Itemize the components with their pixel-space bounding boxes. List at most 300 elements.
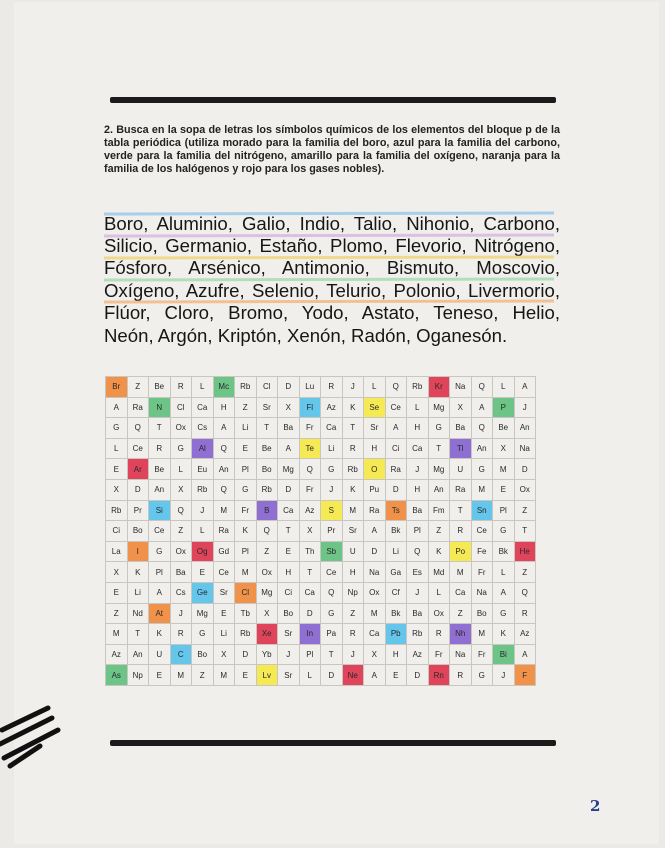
grid-cell: Cl	[256, 377, 278, 398]
grid-cell: Pl	[493, 500, 515, 521]
grid-cell: X	[278, 397, 300, 418]
grid-cell: G	[192, 624, 214, 645]
grid-cell: Ba	[278, 418, 300, 439]
grid-cell: Np	[342, 582, 364, 603]
grid-cell: J	[407, 582, 429, 603]
grid-cell: G	[493, 521, 515, 542]
grid-cell: La	[106, 541, 128, 562]
grid-cell: S	[321, 500, 343, 521]
grid-cell: D	[385, 479, 407, 500]
grid-cell: H	[342, 562, 364, 583]
grid-cell: R	[514, 603, 536, 624]
grid-cell: M	[106, 624, 128, 645]
grid-row	[106, 541, 536, 562]
grid-cell: T	[450, 500, 472, 521]
grid-cell: D	[514, 459, 536, 480]
grid-cell: Ra	[127, 397, 149, 418]
grid-cell: G	[170, 438, 192, 459]
grid-cell: B	[256, 500, 278, 521]
grid-cell: L	[407, 397, 429, 418]
grid-cell: A	[385, 418, 407, 439]
grid-cell: A	[471, 397, 493, 418]
grid-cell: A	[514, 644, 536, 665]
grid-cell: E	[278, 541, 300, 562]
grid-cell: T	[256, 418, 278, 439]
grid-cell: X	[170, 479, 192, 500]
grid-cell: In	[299, 624, 321, 645]
grid-cell: Ar	[127, 459, 149, 480]
grid-cell: X	[364, 644, 386, 665]
grid-cell: T	[321, 644, 343, 665]
grid-cell: Th	[299, 541, 321, 562]
grid-cell: X	[213, 644, 235, 665]
grid-cell: Z	[127, 377, 149, 398]
grid-cell: L	[493, 562, 515, 583]
grid-cell: D	[127, 479, 149, 500]
grid-cell: D	[278, 377, 300, 398]
grid-cell: T	[127, 624, 149, 645]
grid-cell: Ra	[364, 500, 386, 521]
grid-cell: Z	[256, 541, 278, 562]
grid-cell: J	[493, 665, 515, 686]
grid-cell: Ra	[213, 521, 235, 542]
grid-cell: Ce	[213, 562, 235, 583]
grid-cell: Ba	[170, 562, 192, 583]
grid-cell: E	[235, 438, 257, 459]
grid-cell: Md	[428, 562, 450, 583]
grid-cell: Cs	[170, 582, 192, 603]
grid-cell: L	[192, 521, 214, 542]
grid-cell: Ra	[450, 479, 472, 500]
grid-row	[106, 644, 536, 665]
grid-cell: M	[170, 665, 192, 686]
grid-cell: M	[235, 562, 257, 583]
grid-cell: Na	[450, 644, 472, 665]
grid-cell: N	[149, 397, 171, 418]
grid-cell: Ce	[471, 521, 493, 542]
grid-cell: Az	[321, 397, 343, 418]
grid-cell: Sb	[321, 541, 343, 562]
grid-row	[106, 418, 536, 439]
grid-cell: Q	[385, 377, 407, 398]
grid-cell: Po	[450, 541, 472, 562]
grid-cell: Li	[321, 438, 343, 459]
grid-cell: Q	[321, 582, 343, 603]
grid-cell: M	[493, 459, 515, 480]
grid-cell: Ca	[299, 582, 321, 603]
grid-cell: Og	[192, 541, 214, 562]
grid-cell: K	[342, 479, 364, 500]
grid-cell: Na	[471, 582, 493, 603]
grid-row	[106, 377, 536, 398]
grid-cell: G	[471, 665, 493, 686]
grid-cell: D	[364, 541, 386, 562]
grid-cell: Fr	[299, 479, 321, 500]
grid-cell: H	[407, 418, 429, 439]
grid-cell: U	[450, 459, 472, 480]
grid-cell: Pa	[321, 624, 343, 645]
grid-cell: Kr	[428, 377, 450, 398]
footer-rule	[110, 740, 556, 746]
grid-cell: E	[106, 582, 128, 603]
grid-cell: G	[471, 459, 493, 480]
grid-cell: K	[127, 562, 149, 583]
grid-cell: Z	[514, 562, 536, 583]
grid-cell: Be	[493, 418, 515, 439]
grid-cell: Be	[149, 459, 171, 480]
grid-cell: G	[149, 541, 171, 562]
grid-cell: J	[170, 603, 192, 624]
grid-cell: Cl	[235, 582, 257, 603]
grid-cell: As	[106, 665, 128, 686]
grid-cell: M	[213, 500, 235, 521]
grid-cell: M	[471, 624, 493, 645]
grid-cell: J	[514, 397, 536, 418]
grid-cell: An	[428, 479, 450, 500]
grid-cell: Sn	[471, 500, 493, 521]
grid-cell: Pb	[385, 624, 407, 645]
grid-cell: Rb	[256, 479, 278, 500]
grid-cell: G	[493, 603, 515, 624]
grid-row	[106, 582, 536, 603]
ink-scribble	[0, 700, 70, 770]
grid-row	[106, 562, 536, 583]
grid-cell: Lu	[299, 377, 321, 398]
grid-cell: Mg	[428, 397, 450, 418]
grid-row	[106, 521, 536, 542]
grid-cell: T	[278, 521, 300, 542]
grid-cell: E	[106, 459, 128, 480]
grid-cell: Az	[106, 644, 128, 665]
grid-cell: Ox	[514, 479, 536, 500]
grid-cell: Fr	[428, 644, 450, 665]
grid-cell: X	[299, 521, 321, 542]
grid-row	[106, 438, 536, 459]
exercise-instructions: 2. Busca en la sopa de letras los símbolos químicos de los elementos del bloque p de la tabla periódica (utiliza morado para la familia del boro, azul para la familia del carbono, verde para la familia del nitrógeno, amarillo para la familia del oxígeno, naranja para la familia de los halógenos y rojo para los gases nobles).	[104, 123, 560, 175]
grid-cell: Rb	[407, 624, 429, 645]
grid-cell: Q	[256, 521, 278, 542]
grid-cell: R	[428, 624, 450, 645]
grid-cell: T	[149, 418, 171, 439]
grid-cell: Z	[342, 603, 364, 624]
grid-cell: G	[321, 459, 343, 480]
grid-cell: An	[514, 418, 536, 439]
grid-cell: Ox	[170, 541, 192, 562]
grid-row	[106, 665, 536, 686]
grid-cell: Rb	[235, 377, 257, 398]
grid-cell: L	[364, 377, 386, 398]
grid-cell: Ci	[385, 438, 407, 459]
grid-cell: E	[493, 479, 515, 500]
grid-cell: Ga	[385, 562, 407, 583]
grid-cell: Xe	[256, 624, 278, 645]
grid-cell: Tb	[235, 603, 257, 624]
grid-cell: Pu	[364, 479, 386, 500]
grid-cell: Fr	[471, 562, 493, 583]
grid-cell: R	[170, 624, 192, 645]
grid-cell: D	[407, 665, 429, 686]
grid-cell: Nd	[127, 603, 149, 624]
grid-cell: X	[450, 397, 472, 418]
grid-cell: Fr	[235, 500, 257, 521]
element-word-list: Boro, Aluminio, Galio, Indio, Talio, Nihonio, Carbono, Silicio, Germanio, Estaño, Plomo, Flevorio, Nitrógeno, Fósforo, Arsénico, Antimonio, Bismuto, Moscovio, Oxígeno, Azufre, Selenio, Telurio, Polonio, Livermorio, Flúor, Cloro, Bromo, Yodo, Astato, Teneso, Helio, Neón, Argón, Kriptón, Xenón, Radón, Oganesón.	[104, 212, 560, 346]
grid-cell: X	[106, 479, 128, 500]
grid-cell: Eu	[192, 459, 214, 480]
grid-cell: C	[170, 644, 192, 665]
grid-cell: M	[364, 603, 386, 624]
grid-cell: R	[170, 377, 192, 398]
grid-cell: P	[493, 397, 515, 418]
grid-cell: J	[321, 479, 343, 500]
grid-cell: Na	[450, 377, 472, 398]
grid-row	[106, 479, 536, 500]
grid-cell: G	[106, 418, 128, 439]
grid-cell: Es	[407, 562, 429, 583]
grid-cell: R	[149, 438, 171, 459]
grid-cell: Z	[428, 521, 450, 542]
grid-cell: J	[342, 377, 364, 398]
grid-cell: Z	[235, 397, 257, 418]
grid-cell: Mg	[278, 459, 300, 480]
grid-cell: K	[235, 521, 257, 542]
grid-cell: A	[213, 418, 235, 439]
grid-cell: Ba	[450, 418, 472, 439]
grid-cell: D	[235, 644, 257, 665]
grid-cell: R	[450, 521, 472, 542]
grid-cell: Ca	[278, 500, 300, 521]
grid-cell: T	[428, 438, 450, 459]
grid-cell: A	[364, 665, 386, 686]
grid-cell: T	[514, 521, 536, 542]
grid-cell: A	[278, 438, 300, 459]
grid-cell: Sr	[278, 624, 300, 645]
grid-cell: E	[235, 665, 257, 686]
grid-cell: Ox	[256, 562, 278, 583]
grid-cell: Q	[127, 418, 149, 439]
grid-cell: Cl	[170, 397, 192, 418]
grid-cell: Z	[450, 603, 472, 624]
grid-cell: D	[278, 479, 300, 500]
grid-cell: Ca	[364, 624, 386, 645]
grid-cell: Pl	[235, 541, 257, 562]
grid-cell: I	[127, 541, 149, 562]
grid-row	[106, 397, 536, 418]
grid-cell: Pl	[299, 644, 321, 665]
grid-cell: K	[493, 624, 515, 645]
grid-cell: Li	[213, 624, 235, 645]
grid-cell: Tl	[450, 438, 472, 459]
grid-cell: Bo	[471, 603, 493, 624]
grid-cell: G	[235, 479, 257, 500]
grid-cell: Ts	[385, 500, 407, 521]
grid-cell: Li	[235, 418, 257, 439]
grid-cell: Be	[256, 438, 278, 459]
grid-cell: J	[407, 459, 429, 480]
grid-cell: L	[192, 377, 214, 398]
grid-cell: Cs	[192, 418, 214, 439]
grid-cell: Fe	[471, 541, 493, 562]
highlighter-marks	[104, 194, 560, 354]
grid-cell: Rb	[192, 479, 214, 500]
grid-cell: M	[342, 500, 364, 521]
grid-cell: Gd	[213, 541, 235, 562]
grid-cell: Fm	[428, 500, 450, 521]
grid-cell: Rn	[428, 665, 450, 686]
grid-cell: Bo	[127, 521, 149, 542]
grid-cell: R	[342, 438, 364, 459]
grid-cell: L	[428, 582, 450, 603]
grid-cell: Rb	[235, 624, 257, 645]
grid-cell: An	[471, 438, 493, 459]
grid-cell: R	[342, 624, 364, 645]
grid-cell: Yb	[256, 644, 278, 665]
grid-cell: An	[149, 479, 171, 500]
grid-cell: Se	[364, 397, 386, 418]
header-rule	[110, 97, 556, 103]
grid-cell: K	[428, 541, 450, 562]
grid-cell: G	[428, 418, 450, 439]
grid-cell: Rb	[342, 459, 364, 480]
grid-cell: Si	[149, 500, 171, 521]
grid-cell: He	[514, 541, 536, 562]
grid-cell: H	[385, 644, 407, 665]
grid-cell: Az	[407, 644, 429, 665]
grid-cell: Ca	[407, 438, 429, 459]
grid-cell: Nh	[450, 624, 472, 645]
grid-cell: T	[342, 418, 364, 439]
grid-cell: M	[213, 665, 235, 686]
grid-cell: H	[278, 562, 300, 583]
grid-cell: Ox	[428, 603, 450, 624]
grid-cell: Na	[364, 562, 386, 583]
grid-cell: J	[192, 500, 214, 521]
grid-cell: Pr	[127, 500, 149, 521]
grid-cell: Ca	[192, 397, 214, 418]
grid-cell: D	[321, 665, 343, 686]
grid-cell: M	[471, 479, 493, 500]
grid-cell: Sr	[364, 418, 386, 439]
grid-cell: Ba	[407, 603, 429, 624]
grid-cell: J	[278, 644, 300, 665]
grid-cell: Lv	[256, 665, 278, 686]
grid-cell: Mg	[192, 603, 214, 624]
grid-cell: An	[127, 644, 149, 665]
grid-cell: Q	[213, 479, 235, 500]
grid-cell: Q	[471, 377, 493, 398]
grid-cell: Ci	[278, 582, 300, 603]
grid-cell: Ca	[450, 582, 472, 603]
grid-cell: Rb	[106, 500, 128, 521]
grid-cell: Z	[170, 521, 192, 542]
grid-cell: Bi	[493, 644, 515, 665]
grid-cell: Li	[385, 541, 407, 562]
grid-cell: Ca	[321, 418, 343, 439]
grid-cell: Q	[514, 582, 536, 603]
grid-row	[106, 500, 536, 521]
grid-cell: Bk	[493, 541, 515, 562]
grid-cell: U	[149, 644, 171, 665]
grid-cell: O	[364, 459, 386, 480]
word-search-grid	[105, 376, 536, 686]
grid-cell: X	[106, 562, 128, 583]
grid-cell: Br	[106, 377, 128, 398]
grid-cell: X	[256, 603, 278, 624]
grid-cell: Ge	[192, 582, 214, 603]
grid-cell: Sr	[342, 521, 364, 542]
grid-cell: Rb	[407, 377, 429, 398]
grid-cell: Mg	[256, 582, 278, 603]
grid-cell: E	[213, 603, 235, 624]
grid-cell: Bo	[278, 603, 300, 624]
grid-cell: Li	[127, 582, 149, 603]
grid-cell: L	[493, 377, 515, 398]
grid-cell: Cf	[385, 582, 407, 603]
grid-cell: H	[364, 438, 386, 459]
grid-cell: Sr	[278, 665, 300, 686]
grid-cell: Fr	[471, 644, 493, 665]
grid-cell: Ox	[170, 418, 192, 439]
grid-cell: Ba	[407, 500, 429, 521]
grid-cell: Ra	[385, 459, 407, 480]
grid-cell: Na	[514, 438, 536, 459]
grid-cell: Bk	[385, 521, 407, 542]
grid-cell: Fr	[299, 418, 321, 439]
grid-cell: L	[299, 665, 321, 686]
grid-cell: A	[493, 582, 515, 603]
grid-cell: Bk	[385, 603, 407, 624]
grid-cell: Ce	[385, 397, 407, 418]
grid-cell: Sr	[213, 582, 235, 603]
grid-cell: M	[450, 562, 472, 583]
grid-cell: Mc	[213, 377, 235, 398]
grid-cell: H	[213, 397, 235, 418]
grid-cell: Pr	[321, 521, 343, 542]
grid-cell: U	[342, 541, 364, 562]
grid-cell: Az	[514, 624, 536, 645]
grid-cell: X	[493, 438, 515, 459]
grid-cell: H	[407, 479, 429, 500]
grid-cell: Z	[106, 603, 128, 624]
grid-cell: Ox	[364, 582, 386, 603]
grid-cell: L	[106, 438, 128, 459]
grid-cell: K	[342, 397, 364, 418]
grid-cell: Be	[149, 377, 171, 398]
grid-cell: Al	[192, 438, 214, 459]
grid-cell: R	[321, 377, 343, 398]
grid-cell: Pl	[407, 521, 429, 542]
grid-cell: Fl	[299, 397, 321, 418]
grid-cell: Q	[407, 541, 429, 562]
grid-cell: An	[213, 459, 235, 480]
grid-cell: K	[149, 624, 171, 645]
grid-cell: Bo	[192, 644, 214, 665]
grid-cell: J	[342, 644, 364, 665]
grid-row	[106, 459, 536, 480]
grid-cell: Pl	[149, 562, 171, 583]
grid-cell: Bo	[256, 459, 278, 480]
grid-cell: Q	[471, 418, 493, 439]
grid-cell: A	[149, 582, 171, 603]
grid-cell: A	[106, 397, 128, 418]
grid-cell: G	[321, 603, 343, 624]
grid-cell: E	[192, 562, 214, 583]
grid-cell: A	[514, 377, 536, 398]
grid-cell: Z	[514, 500, 536, 521]
grid-cell: At	[149, 603, 171, 624]
grid-row	[106, 603, 536, 624]
grid-cell: E	[385, 665, 407, 686]
grid-cell: D	[299, 603, 321, 624]
